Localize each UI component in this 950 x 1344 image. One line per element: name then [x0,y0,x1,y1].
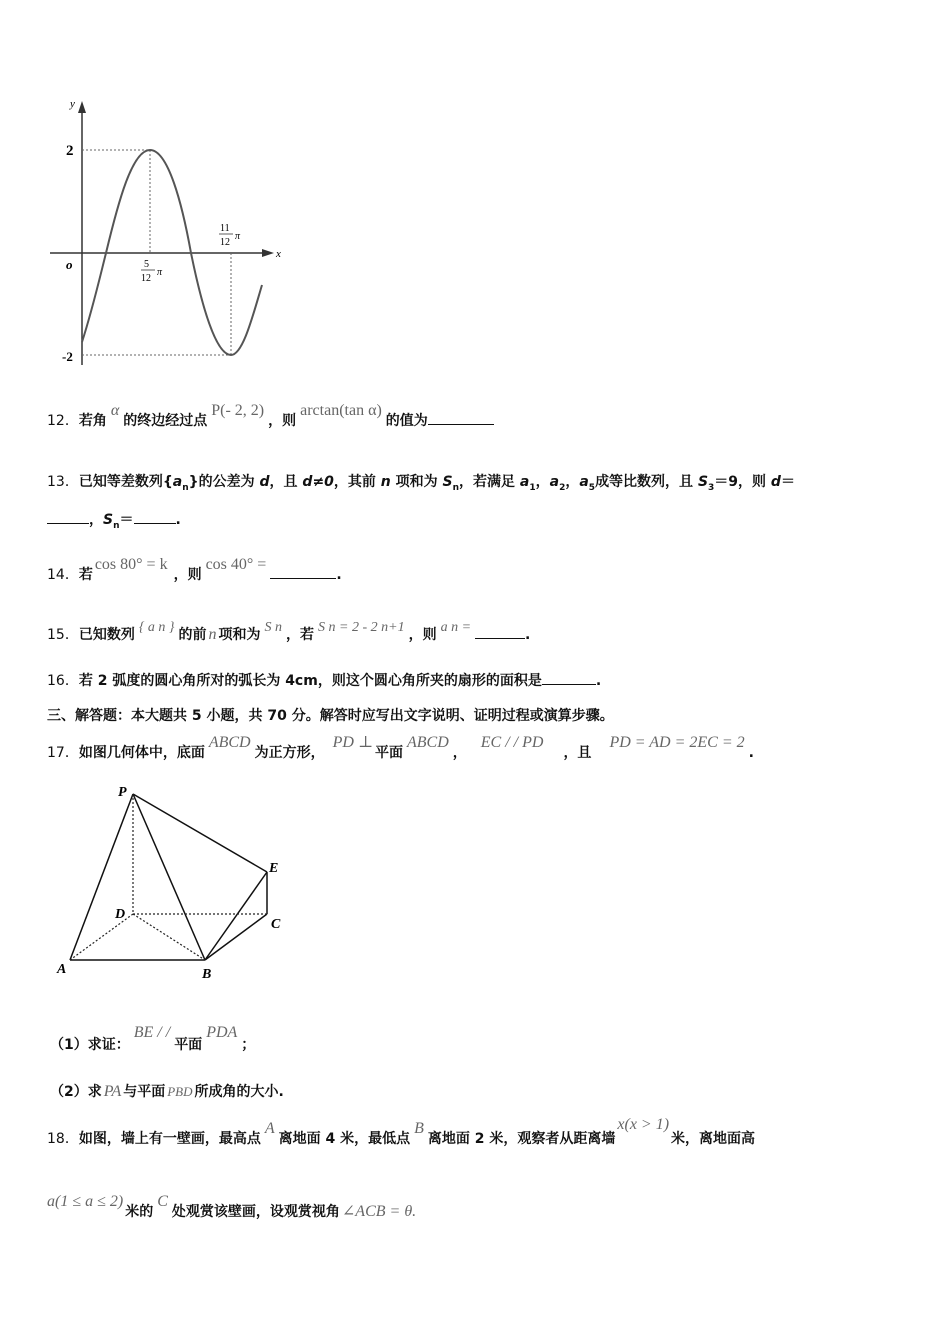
tick2-num: 11 [220,223,230,234]
q17-part1-label: （1）求证： [50,1037,130,1053]
q16-text-2: . [595,673,602,689]
q13-d: d [259,474,270,490]
q18-a: a(1 ≤ a ≤ 2) [47,1193,124,1210]
q13-a5: a [579,474,589,490]
label-D: D [115,907,126,922]
question-13-line-2 [47,509,181,531]
q17-part2-pa: PA [103,1083,122,1100]
q18-angle: ∠ACB = θ. [341,1203,417,1220]
q14-expr-1: cos 80° = k [94,556,168,573]
q13-text-4: ，其前 [333,474,381,490]
q17-text-1: 如图几何体中，底面 [78,745,205,761]
q12-text-4: 的值为 [385,413,428,429]
q12-answer-blank[interactable] [428,410,494,425]
q16-number: 16． [47,673,79,689]
q17-part2-text: 与平面 [123,1084,166,1100]
q15-number: 15． [47,627,79,643]
q15-text-1: 已知数列 [78,627,135,643]
tick1-pi: π [157,267,163,278]
q17-part1-end: ； [241,1037,256,1053]
q13-text-8: ＝9，则 [714,474,771,490]
q13-S3: S [697,474,709,490]
q16-text: 若 2 弧度的圆心角所对的弧长为 4cm，则这个圆心角所夹的扇形的面积是 [78,673,542,689]
edge-PA [70,794,133,960]
question-17-part-1 [50,1024,256,1054]
q17-text-6: . [748,745,754,761]
q17-part1-expr: BE / / [133,1024,171,1041]
q17-part2-end: 所成角的大小. [194,1084,284,1100]
sine-graph [40,95,290,375]
q18-text-1: 如图，墙上有一壁画，最高点 [78,1131,261,1147]
q13-blank-Sn[interactable] [134,509,176,524]
q17-text-2: 为正方形， [254,745,325,761]
q14-number: 14． [47,567,79,583]
q13-text-3: ，且 [269,474,303,490]
q13-a: a [172,474,183,490]
q13-sep-1: ， [535,474,550,490]
question-12 [47,402,494,430]
q13-text-10: ， [89,512,103,528]
q17-part2-pbd: PBD [167,1084,193,1099]
q17-pd-perp: PD ⊥ [332,734,373,751]
q15-expr: S n = 2 - 2 n+1 [318,620,405,635]
q15-Sn: S n [264,620,283,635]
q13-d-2: d [770,474,781,490]
q17-number: 17． [47,745,79,761]
q14-text-2: ，则 [173,567,202,583]
question-17-part-2 [50,1081,284,1101]
q13-text-12: . [175,512,181,528]
q17-text-3: 平面 [374,745,403,761]
q17-ec-pd: EC / / PD [480,734,544,751]
q18-text-6: 处观赏该壁画，设观赏视角 [171,1204,340,1220]
q13-a1: a [519,474,530,490]
q13-text-7: 成等比数列，且 [595,474,698,490]
tick1-num: 5 [144,259,149,270]
geometry-figure [55,782,295,982]
edge-DB [133,914,205,960]
q14-text-1: 若 [78,567,93,583]
q17-part1-pda: PDA [206,1024,238,1041]
q12-text-3: ，则 [268,413,297,429]
q13-text-11: ＝ [119,512,134,528]
q18-text-4: 米，离地面高 [671,1131,756,1147]
q17-text-5: ，且 [563,745,592,761]
edge-BE [205,872,267,960]
q15-text-2: 的前 [178,627,207,643]
edge-PB [133,794,205,960]
q17-text-4: ， [452,745,467,761]
q18-text-5: 米的 [125,1204,154,1220]
q13-sep-2: ， [565,474,580,490]
q12-text-1: 若角 [78,413,107,429]
q13-a5-sub: 5 [588,482,596,493]
q13-a2-sub: 2 [559,482,566,493]
q13-text-9: ＝ [780,474,795,490]
q17-part2-label: （2）求 [50,1084,102,1100]
q13-text-2: }的公差为 [188,474,260,490]
q13-a-sub: n [182,482,189,493]
q14-expr-2: cos 40° = [205,556,267,573]
x-axis-label: x [276,248,281,260]
q12-point: P(- 2, 2) [211,402,265,419]
q15-text-5: ，则 [408,627,437,643]
q13-Sn-2: S [103,512,114,528]
question-13 [47,471,795,493]
q15-text-4: ，若 [286,627,315,643]
q15-seq: { a n } [138,620,175,635]
question-14 [47,556,342,584]
y-axis-label: y [70,98,75,110]
q13-number: 13． [47,474,79,490]
q17-abcd: ABCD [208,734,251,751]
q13-a2: a [549,474,560,490]
question-18 [47,1116,756,1148]
origin-label: o [66,257,73,272]
q15-an: a n = [440,620,472,635]
q18-A: A [264,1120,275,1137]
q17-eq: PD = AD = 2EC = 2 [609,734,745,751]
q15-answer-blank[interactable] [475,624,525,639]
edge-BC [205,914,267,960]
q13-Sn-sub: n [452,482,460,493]
q13-Sn: S [442,474,453,490]
y-max-label: 2 [66,143,74,159]
q18-number: 18． [47,1131,79,1147]
question-18-line-2 [47,1193,418,1221]
y-min-label: -2 [62,349,73,364]
question-16 [47,670,601,690]
q15-n: n [208,626,217,643]
q13-n: n [380,474,391,490]
q13-text-6: ，若满足 [459,474,520,490]
label-P: P [118,785,127,800]
q17-part1-text: 平面 [174,1037,203,1053]
question-17 [47,734,754,762]
label-E: E [269,861,279,876]
q12-alpha: α [110,402,120,419]
q13-text-1: 已知等差数列{ [78,474,173,490]
section-3-heading: 三、解答题：本大题共 5 小题，共 70 分。解答时应写出文字说明、证明过程或演算步骤。 [47,708,614,724]
q18-text-3: 离地面 2 米，观察者从距离墙 [427,1131,616,1147]
edge-PE [133,794,267,872]
q12-number: 12． [47,413,79,429]
q13-text-5: 项和为 [390,474,443,490]
q13-a1-sub: 1 [529,482,536,493]
q17-abcd-2: ABCD [406,734,449,751]
tick2-den: 12 [220,237,230,248]
q12-text-2: 的终边经过点 [123,413,208,429]
label-A: A [57,962,67,977]
q13-d-ne-0: d≠0 [302,474,334,490]
q13-S3-sub: 3 [708,482,715,493]
q13-Sn-2-sub: n [113,520,120,531]
q18-x: x(x > 1) [617,1116,670,1133]
q16-answer-blank[interactable] [542,670,596,685]
tick1-den: 12 [141,273,151,284]
q18-B: B [414,1120,424,1137]
q12-expr: arctan(tan α) [300,402,382,419]
q18-C: C [157,1193,168,1210]
q13-blank-d[interactable] [47,509,89,524]
tick2-pi: π [235,231,241,242]
q15-text-6: . [525,627,531,643]
q15-text-3: 项和为 [218,627,261,643]
x-axis-arrow [262,249,274,257]
q14-text-3: . [336,567,342,583]
y-axis-arrow [78,101,86,113]
q14-answer-blank[interactable] [270,564,336,579]
label-C: C [271,917,281,932]
label-B: B [202,967,212,982]
q18-text-2: 离地面 4 米，最低点 [278,1131,411,1147]
question-15 [47,620,531,644]
